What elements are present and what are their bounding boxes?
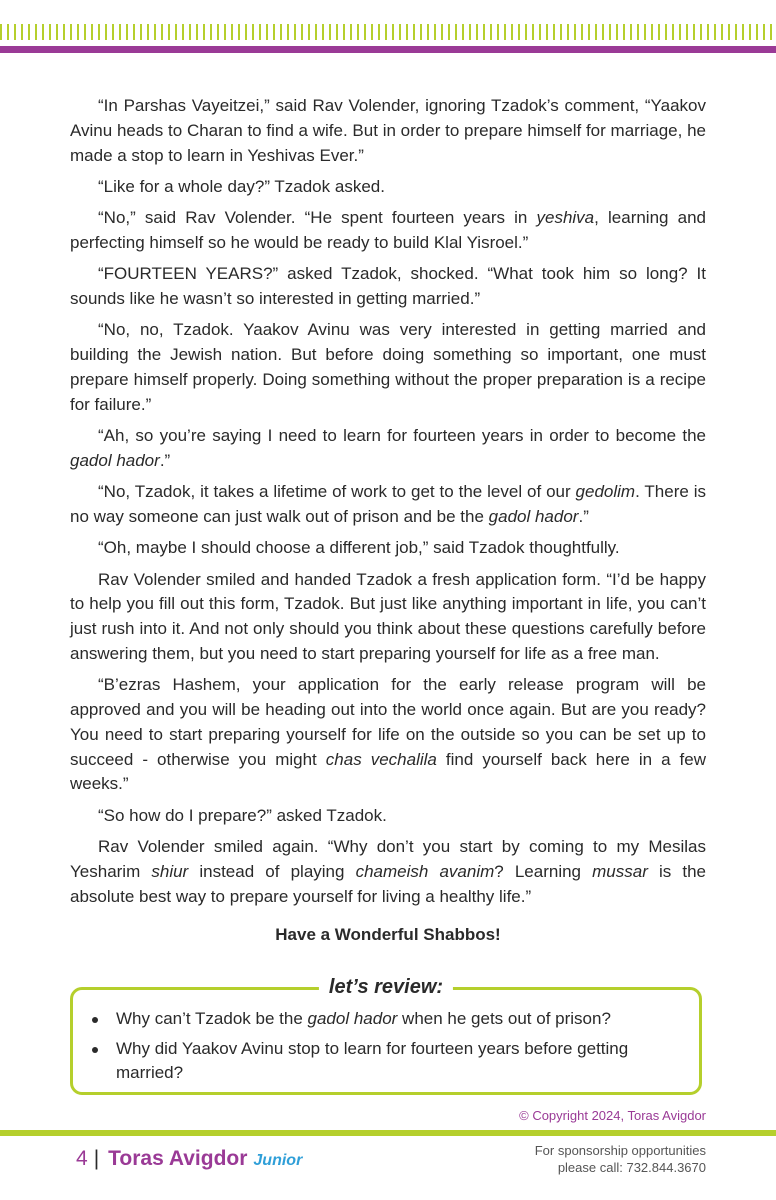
story-body [70,94,706,955]
paragraph: Rav Volender smiled again. “Why don’t you start by coming to my Mesilas Yesharim shiur instead of playing chameish avanim? Learning mussar is the absolute best way to prepare yourself for living a healthy life.” [70,837,707,906]
brand-name: Toras Avigdor [108,1147,248,1170]
paragraph: Rav Volender smiled and handed Tzadok a fresh application form. “I’d be happy to help you fill out this form, Tzadok. But just like anything important in life, you can’t just rush into it. And not only should you think about these questions carefully before answering them, but you need to start preparing yourself for life as a free man. [70,569,706,663]
footer-divider: | [93,1147,100,1170]
paragraph: “No, no, Tzadok. Yaakov Avinu was very interested in getting married and building the Jewish nation. But before doing something so important, one must prepare himself properly. Doing something without the proper preparation is a recipe for failure.” [70,320,706,414]
paragraph: “Ah, so you’re saying I need to learn for fourteen years in order to become the gadol hador.” [70,426,706,470]
sponsorship-info [535,1142,706,1176]
paragraph: “No,” said Rav Volender. “He spent fourteen years in yeshiva, learning and perfecting himself so he would be ready to build Klal Yisroel.” [70,208,706,252]
top-tick-border [0,24,776,40]
review-question: Why can’t Tzadok be the gadol hador when he gets out of prison? [88,1007,687,1032]
paragraph: “So how do I prepare?” asked Tzadok. [98,805,387,825]
review-questions [73,990,699,1086]
sponsorship-line: For sponsorship opportunities [534,1143,706,1158]
footer-brand [76,1147,302,1171]
paragraph: “FOURTEEN YEARS?” asked Tzadok, shocked. “What took him so long? It sounds like he wasn’t so interested in getting married.” [70,264,706,309]
review-box [70,976,702,1095]
review-question: Why did Yaakov Avinu stop to learn for fourteen years before getting married? [88,1037,687,1086]
brand-subtitle: Junior [253,1152,303,1169]
paragraph: “Oh, maybe I should choose a different job,” said Tzadok thoughtfully. [98,538,620,558]
closing-greeting: Have a Wonderful Shabbos! [275,925,501,945]
top-purple-rule [0,46,776,53]
paragraph: “Like for a whole day?” Tzadok asked. [98,176,385,196]
review-title: let’s review: [319,976,453,999]
paragraph: “B’ezras Hashem, your application for the early release program will be approved and you will be heading out into the world once again. But are you ready? You need to start preparing yourself for life on the outside so you can be set up to succeed - otherwise you might chas vechalila find yourself back here in a few weeks.” [70,675,706,794]
bottom-green-rule [0,1130,776,1136]
paragraph: “No, Tzadok, it takes a lifetime of work to get to the level of our gedolim. There is no way someone can just walk out of prison and be the gadol hador.” [70,482,706,526]
copyright-notice: © Copyright 2024, Toras Avigdor [519,1108,706,1123]
page-number: 4 [76,1147,88,1170]
sponsorship-phone: please call: 732.844.3670 [557,1160,706,1175]
paragraph: “In Parshas Vayeitzei,” said Rav Volender, ignoring Tzadok’s comment, “Yaakov Avinu heads to Charan to find a wife. But in order to prepare himself for marriage, he made a stop to learn in Yeshivas Ever.” [70,96,706,165]
